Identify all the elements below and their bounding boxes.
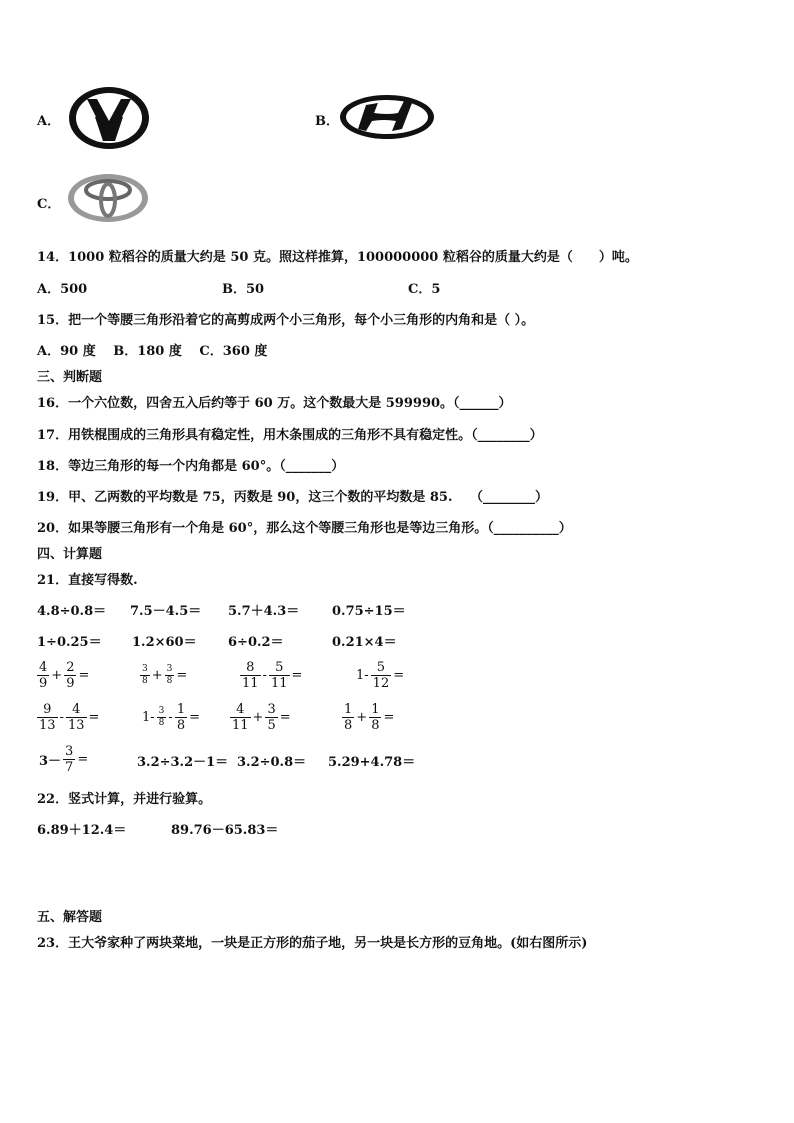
calc-item: 5.7＋4.3＝	[228, 604, 300, 619]
calc-item: 4.8÷0.8＝	[37, 604, 107, 619]
answer-blank: ______	[459, 396, 499, 411]
question-20: 20．如果等腰三角形有一个角是 60°，那么这个等腰三角形也是等边三角形。（__________）	[37, 521, 572, 536]
fraction-expression: $\frac{4}{9}$ + $\frac{2}{9}$ =	[39, 660, 90, 691]
question-19: 19．甲、乙两数的平均数是 75，丙数是 90，这三个数的平均数是 85. （________）	[37, 490, 549, 505]
fraction-expression: $\frac{9}{13}$ - $\frac{4}{13}$ =	[39, 702, 100, 733]
vw-logo-icon	[67, 85, 151, 151]
toyota-logo-icon	[66, 172, 150, 224]
answer-blank: __________	[493, 521, 559, 536]
question-18: 18．等边三角形的每一个内角都是 60°。（_______）	[37, 459, 345, 474]
q14-option-a: A．500	[37, 282, 88, 297]
calc-item: 89.76－65.83＝	[171, 823, 279, 838]
option-c-label: C．	[37, 197, 61, 212]
calc-item: 1÷0.25＝	[37, 635, 102, 650]
calc-item: 6÷0.2＝	[228, 635, 284, 650]
fraction-expression: $\frac{4}{11}$ + $\frac{3}{5}$ =	[232, 702, 291, 733]
answer-blank: _______	[285, 459, 332, 474]
fraction-expression: 3－ $\frac{3}{7}$ =	[39, 744, 89, 775]
question-22-title: 22．竖式计算，并进行验算。	[37, 792, 212, 807]
question-14: 14．1000 粒稻谷的质量大约是 50 克。照这样推算，100000000 粒稻谷的质量大约是（ ）吨。	[37, 250, 638, 265]
fraction-expression: 1- $\frac{3}{8}$ - $\frac{1}{8}$ =	[142, 702, 200, 733]
section-3-heading: 三、判断题	[37, 370, 103, 385]
fraction-expression: $\frac{3}{8}$ + $\frac{3}{8}$ =	[142, 664, 188, 686]
question-15: 15．把一个等腰三角形沿着它的高剪成两个小三角形，每个小三角形的内角和是（ ）。	[37, 313, 535, 328]
question-21-title: 21．直接写得数.	[37, 573, 138, 588]
section-4-heading: 四、计算题	[37, 547, 103, 562]
calc-item: 7.5－4.5＝	[130, 604, 202, 619]
calc-item: 0.21×4＝	[332, 635, 397, 650]
calc-item: 3.2÷3.2－1＝	[137, 755, 229, 770]
calc-item: 0.75÷15＝	[332, 604, 406, 619]
question-16: 16．一个六位数，四舍五入后约等于 60 万。这个数最大是 599990。（______）	[37, 396, 512, 411]
fraction-expression: $\frac{1}{8}$ + $\frac{1}{8}$ =	[344, 702, 395, 733]
section-5-heading: 五、解答题	[37, 910, 103, 925]
option-a-label: A．	[37, 114, 61, 129]
calc-item: 6.89＋12.4＝	[37, 823, 127, 838]
calc-item: 5.29+4.78＝	[328, 755, 416, 770]
answer-blank: ________	[477, 428, 530, 443]
calc-item: 3.2÷0.8＝	[237, 755, 307, 770]
calc-item: 1.2×60＝	[132, 635, 197, 650]
q14-option-c: C．5	[408, 282, 441, 297]
question-17: 17．用铁棍围成的三角形具有稳定性，用木条围成的三角形不具有稳定性。（________）	[37, 428, 543, 443]
hyundai-logo-icon	[338, 93, 436, 141]
q14-option-b: B．50	[222, 282, 265, 297]
q15-options: A．90 度 B．180 度 C．360 度	[37, 344, 268, 359]
fraction-expression: $\frac{8}{11}$ - $\frac{5}{11}$ =	[242, 660, 303, 691]
option-b-label: B．	[315, 114, 339, 129]
question-23: 23．王大爷家种了两块菜地，一块是正方形的茄子地，另一块是长方形的豆角地。(如右图所示)	[37, 936, 588, 951]
fraction-expression: 1- $\frac{5}{12}$ =	[356, 660, 405, 691]
answer-blank: ________	[483, 490, 535, 505]
